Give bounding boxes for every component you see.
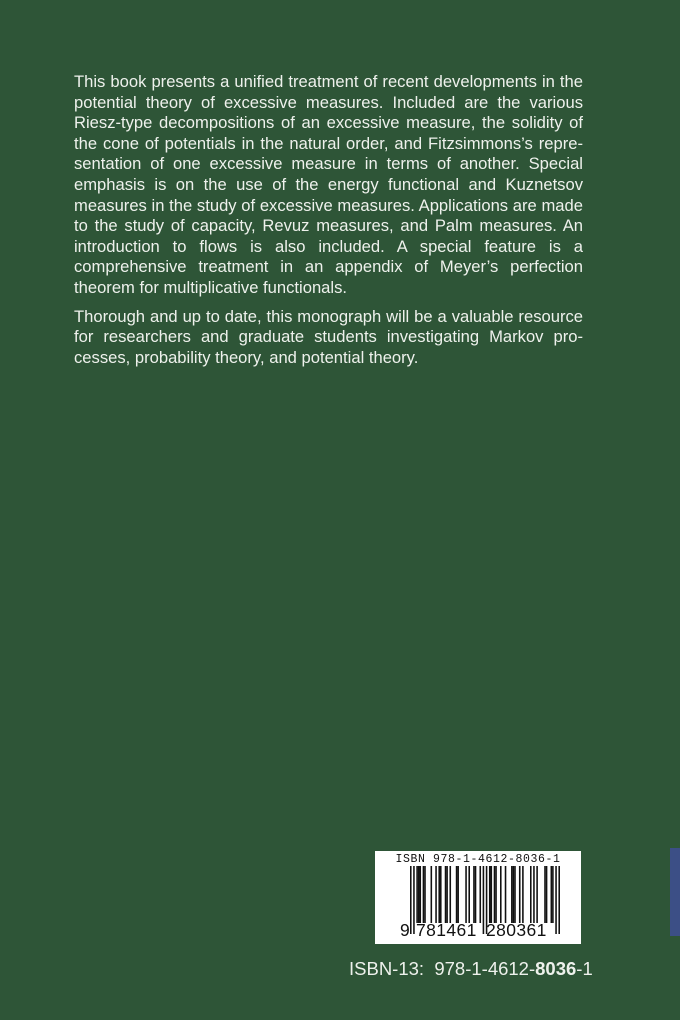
isbn-13-prefix: ISBN-13: 978-1-4612-	[349, 958, 536, 979]
isbn-13-bold: 8036	[535, 958, 577, 979]
barcode-digits	[375, 920, 581, 942]
barcode-digits-right: 280361	[486, 920, 547, 940]
barcode-digits-left: 781461	[416, 920, 477, 940]
back-cover-blurb	[74, 72, 583, 376]
blurb-paragraph-2: Thorough and up to date, this monograph will be a valuable resource for researchers and graduate students investigating Markov processes, probability theory, and potential theory.	[74, 306, 583, 367]
barcode-isbn-label: ISBN 978-1-4612-8036-1	[395, 853, 561, 866]
spine-color-strip	[670, 848, 680, 936]
isbn-13-line	[349, 958, 593, 980]
isbn-barcode	[375, 851, 581, 944]
barcode-digit-first: 9	[400, 920, 410, 940]
isbn-13-suffix: -1	[576, 958, 593, 979]
blurb-paragraph-1: This book presents a unified treatment of recent developments in the potential theory of excessive measures. Included are the various Riesz-type decompositions of an excessive measure, the solidity of the cone of potentials in the natural order, and Fitzsimmons’s representation of one excessive measure in terms of another. Special emphasis is on the use of the energy functional and Kuznetsov measures in the study of excessive measures. Applications are made to the study of capacity, Revuz measures, and Palm measures. An introduction to flows is also included. A special feature is a comprehensive treatment in an appendix of Meyer’s perfection theorem for multiplicative functionals.	[74, 72, 583, 297]
